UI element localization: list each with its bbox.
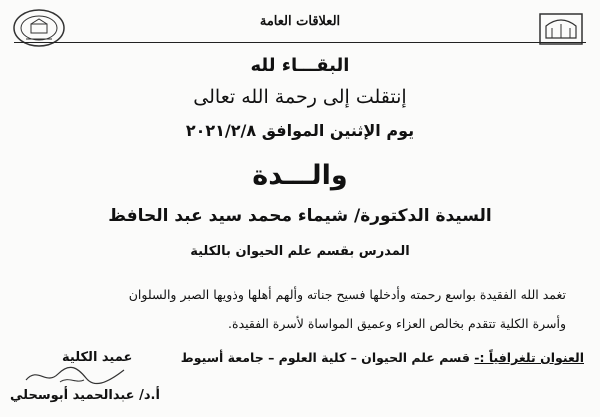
deceased-name: السيدة الدكتورة/ شيماء محمد سيد عبد الحافظ <box>108 206 492 226</box>
condolence-paragraph-2: وأسرة الكلية تتقدم بخالص العزاء وعميق المواساة لأسرة الفقيدة. <box>228 316 566 331</box>
dean-name: أ.د/ عبدالحميد أبوسحلي <box>10 388 160 403</box>
dean-title: عميد الكلية <box>62 350 133 365</box>
department-title: العلاقات العامة <box>259 14 341 29</box>
dean-signature <box>20 362 130 388</box>
deceased-position: المدرس بقسم علم الحيوان بالكلية <box>190 244 410 259</box>
address-label: العنوان تلغرافياً :- <box>474 350 584 365</box>
address-value: قسم علم الحيوان – كلية العلوم – جامعة أسيوط <box>180 350 470 365</box>
notice-title: البقـــاء لله <box>250 55 350 76</box>
telegraph-address <box>181 350 584 365</box>
condolence-paragraph-1: تغمد الله الفقيدة بواسع رحمته وأدخلها فسيح جناته وألهم أهلها وذويها الصبر والسلوان <box>128 287 566 302</box>
relation-heading: والـــدة <box>252 160 348 191</box>
date-line: يوم الإثنين الموافق ٢٠٢١/٢/٨ <box>185 121 415 140</box>
passed-away-line: إنتقلت إلى رحمة الله تعالى <box>193 86 407 108</box>
header-divider <box>14 42 586 43</box>
